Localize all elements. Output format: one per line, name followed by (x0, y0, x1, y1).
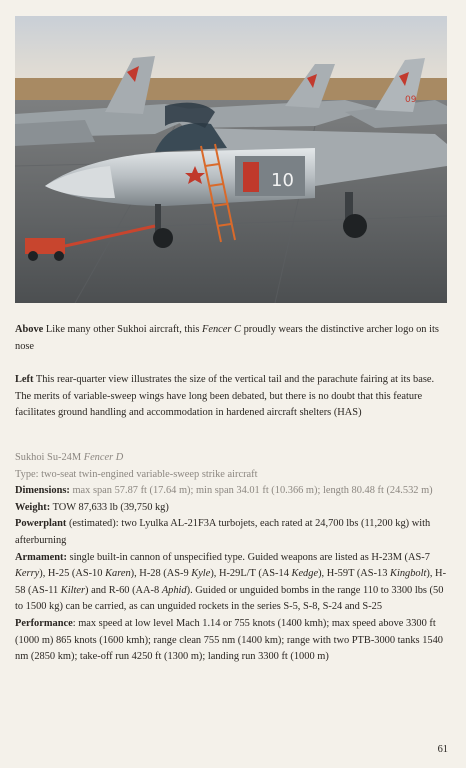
spec-value: TOW 87,633 lb (39,750 kg) (50, 501, 169, 513)
spec-label: Armament: (15, 551, 67, 563)
tail-number: 10 (271, 170, 294, 191)
spec-value-italic: Karen (105, 568, 131, 580)
spec-value: single built-in cannon of unspecified type. Guided weapons are listed as H-23M (AS-7 (66, 551, 430, 563)
caption-lead-above: Above (15, 324, 44, 335)
spec-value: two-seat twin-engined variable-sweep strike aircraft (38, 468, 258, 480)
fin-code: 09 (405, 95, 417, 105)
spec-value: ). Guided or unguided bombs in the range 110 to 3300 lbs (50 to 1500 kg) can be carried, as can unguided rockets in the series S-5, S-8, S-24 and S-25 (15, 584, 444, 613)
spec-performance (15, 616, 451, 666)
spec-value: max span 57.87 ft (17.64 m); min span 34.01 ft (10.366 m); length 80.48 ft (24.532 m) (69, 485, 433, 497)
spec-value: (estimated): two Lyulka AL-21F3A turbojets, each rated at 24,700 lbs (11,200 kg) with afterburning (15, 518, 431, 546)
spec-value-italic: Kilter (60, 584, 86, 596)
spec-value: ), H-29L/T (AS-14 (210, 568, 292, 580)
caption-left (15, 372, 451, 422)
spec-block (15, 450, 451, 666)
spec-heading (15, 450, 451, 467)
spec-value: ), H-28 (AS-9 (130, 568, 192, 580)
spec-value: ) and R-60 (AA-8 (85, 584, 162, 596)
spec-value-italic: Kyle (191, 568, 211, 580)
spec-label: Dimensions: (15, 485, 70, 497)
spec-value-italic: Kerry (15, 568, 40, 580)
page-number: 61 (437, 744, 448, 755)
caption-text: proudly wears the distinctive archer logo on its nose (15, 324, 439, 352)
spec-value-italic: Kedge (291, 568, 319, 580)
spec-type (15, 467, 451, 484)
spec-heading-italic: Fencer D (83, 452, 124, 463)
spec-label: Type: (15, 468, 39, 480)
su24-photo-illustration (15, 16, 447, 303)
spec-weight (15, 500, 451, 517)
spec-value: ), H-25 (AS-10 (39, 568, 106, 580)
caption-text: Like many other Sukhoi aircraft, this (43, 324, 203, 335)
spec-value: ), H-58 (AS-11 (15, 568, 447, 596)
caption-text: This rear-quarter view illustrates the size of the vertical tail and the parachute fairing at its base. The merits of variable-sweep wings have long been debated, but there is no doubt that this feature facilitates ground handling and accommodation in hardened aircraft shelters (HAS) (15, 374, 435, 419)
spec-dimensions (15, 483, 451, 500)
caption-lead-left: Left (15, 374, 34, 385)
spec-value-italic: Aphid (161, 584, 187, 596)
spec-value-italic: Kingbolt (390, 568, 427, 580)
caption-italic-name: Fencer C (202, 324, 241, 335)
spec-label: Powerplant (15, 518, 67, 530)
spec-powerplant (15, 516, 451, 549)
spec-armament (15, 550, 451, 616)
spec-heading-text: Sukhoi Su-24M (15, 452, 84, 463)
spec-label: Performance (15, 617, 73, 629)
spec-value: ), H-59T (AS-13 (318, 568, 391, 580)
spec-label: Weight: (15, 501, 51, 513)
spec-value: : max speed at low level Mach 1.14 or 755 knots (1400 kmh); max speed above 3300 ft (1000 m) 865 knots (1600 kmh); range clean 755 nm (1400 km); range with two PTB-3000 tanks 1540 nm (2850 km); take-off run 4250 ft (1300 m); landing run 3300 ft (1000 m) (15, 617, 443, 663)
aircraft-photo (15, 16, 447, 303)
caption-above (15, 322, 451, 355)
